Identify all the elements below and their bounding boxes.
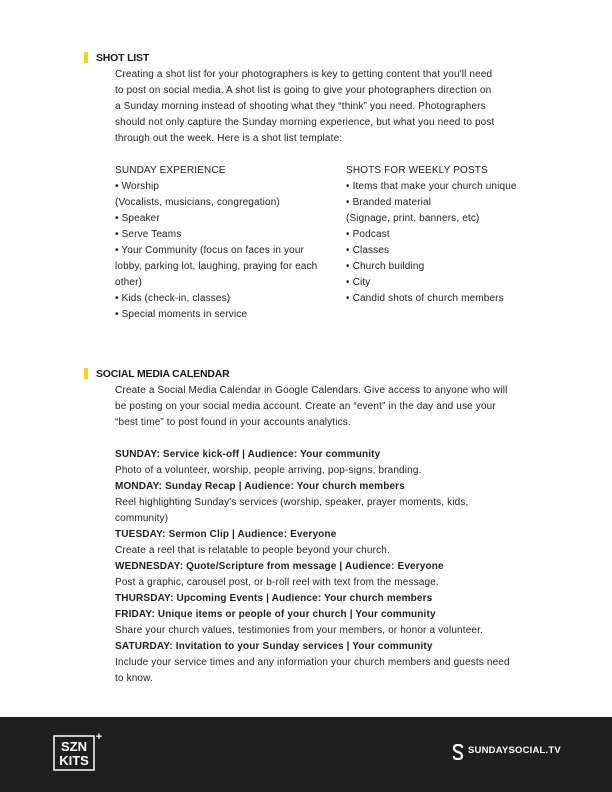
calendar-heading bbox=[84, 366, 544, 382]
weekly-posts-column bbox=[346, 163, 517, 307]
calendar-section bbox=[84, 366, 544, 382]
shot-list-intro bbox=[115, 67, 545, 147]
intro-line: should not only capture the Sunday morning experience, but what you need to post bbox=[115, 117, 495, 128]
calendar-line: Photo of a volunteer, worship, people arriving, pop-signs, branding. bbox=[115, 465, 422, 476]
calendar-line: MONDAY: Sunday Recap | Audience: Your church members bbox=[115, 481, 405, 492]
list-item: • Serve Teams bbox=[115, 229, 182, 240]
calendar-line: SATURDAY: Invitation to your Sunday services | Your community bbox=[115, 641, 433, 652]
list-item: • Your Community (focus on faces in your bbox=[115, 245, 305, 256]
logo-line-kits: KITS bbox=[59, 753, 89, 768]
calendar-line: community) bbox=[115, 513, 169, 524]
sundaysocial-logo-icon bbox=[452, 744, 464, 760]
szn-kits-logo bbox=[53, 731, 103, 771]
list-item: • Items that make your church unique bbox=[346, 181, 517, 192]
calendar-line: TUESDAY: Sermon Clip | Audience: Everyone bbox=[115, 529, 337, 540]
intro-line: through out the week. Here is a shot list template: bbox=[115, 133, 343, 144]
site-url: SUNDAYSOCIAL.TV bbox=[468, 745, 561, 756]
list-item: • Candid shots of church members bbox=[346, 293, 504, 304]
calendar-line: Reel highlighting Sunday's services (worship, speaker, prayer moments, kids, bbox=[115, 497, 469, 508]
calendar-line: Include your service times and any information your church members and guests need bbox=[115, 657, 510, 668]
sunday-experience-column bbox=[115, 163, 317, 323]
calendar-line: FRIDAY: Unique items or people of your church | Your community bbox=[115, 609, 436, 620]
intro-line: “best time” to post found in your accounts analytics. bbox=[115, 417, 351, 428]
list-item: • Church building bbox=[346, 261, 425, 272]
list-item: lobby, parking lot, laughing, praying for each bbox=[115, 261, 318, 272]
logo-plus: + bbox=[95, 731, 103, 743]
calendar-line: THURSDAY: Upcoming Events | Audience: Your church members bbox=[115, 593, 433, 604]
calendar-line: Post a graphic, carousel post, or b-roll reel with text from the message. bbox=[115, 577, 439, 588]
calendar-line: SUNDAY: Service kick-off | Audience: Your community bbox=[115, 449, 381, 460]
intro-line: be posting on your social media account. Create an “event” in the day and use your bbox=[115, 401, 496, 412]
calendar-line: WEDNESDAY: Quote/Scripture from message | Audience: Everyone bbox=[115, 561, 444, 572]
heading-accent-bar bbox=[84, 368, 88, 379]
shot-list-heading bbox=[84, 50, 544, 66]
logo-line-szn: SZN bbox=[61, 739, 87, 754]
list-item: • Speaker bbox=[115, 213, 160, 224]
calendar-intro bbox=[115, 383, 545, 431]
shot-list-title: SHOT LIST bbox=[96, 52, 150, 64]
sundaysocial-brand bbox=[452, 744, 572, 760]
list-item: • Branded material bbox=[346, 197, 432, 208]
column-title: SHOTS FOR WEEKLY POSTS bbox=[346, 165, 488, 176]
list-item: other) bbox=[115, 277, 143, 288]
list-item: • Podcast bbox=[346, 229, 390, 240]
list-item: • Classes bbox=[346, 245, 390, 256]
shot-list-section bbox=[84, 50, 544, 66]
calendar-title: SOCIAL MEDIA CALENDAR bbox=[96, 368, 230, 380]
column-title: SUNDAY EXPERIENCE bbox=[115, 165, 226, 176]
list-item: • City bbox=[346, 277, 371, 288]
list-item: • Worship bbox=[115, 181, 160, 192]
list-item: (Signage, print, banners, etc) bbox=[346, 213, 480, 224]
calendar-line: Create a reel that is relatable to people beyond your church. bbox=[115, 545, 390, 556]
intro-line: Create a Social Media Calendar in Google Calendars. Give access to anyone who will bbox=[115, 385, 508, 396]
calendar-schedule bbox=[115, 447, 545, 687]
heading-accent-bar bbox=[84, 52, 88, 63]
list-item: • Special moments in service bbox=[115, 309, 248, 320]
intro-line: Creating a shot list for your photographers is key to getting content that you'll need bbox=[115, 69, 493, 80]
calendar-line: Share your church values, testimonies from your members, or honor a volunteer. bbox=[115, 625, 483, 636]
list-item: • Kids (check-in, classes) bbox=[115, 293, 231, 304]
list-item: (Vocalists, musicians, congregation) bbox=[115, 197, 280, 208]
intro-line: a Sunday morning instead of shooting what they “think” you need. Photographers bbox=[115, 101, 486, 112]
calendar-line: to know. bbox=[115, 673, 153, 684]
intro-line: to post on social media. A shot list is going to give your photographers direction on bbox=[115, 85, 492, 96]
